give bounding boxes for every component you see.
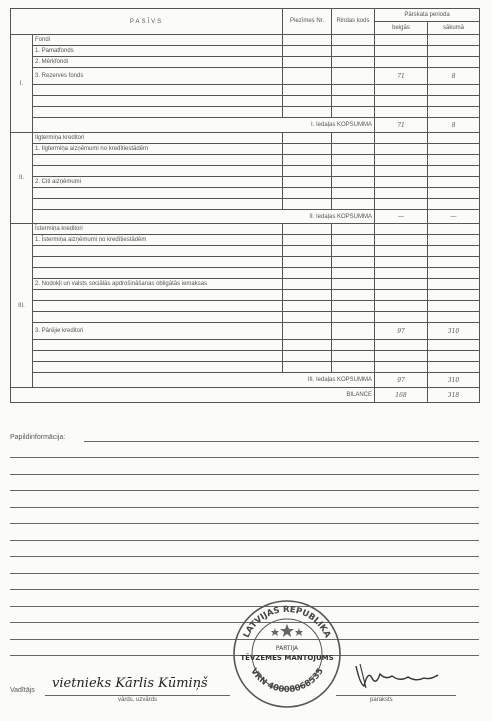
row-label: 2. Citi aizņēmumi (33, 177, 283, 188)
section-2-subtotal-row (11, 210, 480, 224)
table-row (11, 68, 480, 85)
table-row (11, 351, 480, 362)
table-row (11, 312, 480, 323)
table-row (11, 301, 480, 312)
notes-line (10, 589, 479, 590)
notes-line (84, 441, 479, 442)
notes-line (10, 523, 479, 524)
row-label: 3. Pārējie kreditori (33, 323, 283, 340)
section-2-subtotal-end: — (375, 210, 428, 224)
section-1-subtotal-row (11, 118, 480, 133)
table-row (11, 96, 480, 107)
notes-line (10, 573, 479, 574)
section-3-title: Īstermiņa kreditori (33, 224, 283, 235)
svg-text:LATVIJAS REPUBLIKA (242, 605, 333, 640)
stamp-bottom-text: VRN 40008068535 (248, 666, 326, 696)
table-row (11, 290, 480, 301)
notes-line (10, 540, 479, 541)
period-start-header: sākumā (428, 22, 480, 35)
party-stamp (231, 598, 343, 710)
stamp-name-text: TĒVZEMES MANTOJUMS (240, 654, 334, 662)
table-row (11, 340, 480, 351)
table-row (11, 46, 480, 57)
row-label: 1. Īstermiņa aizņēmumi no kredītiestādēm (33, 235, 283, 246)
balance-end: 168 (375, 388, 428, 403)
reserve-fund-start-value: 8 (428, 68, 480, 85)
section-1-title: Fondi (33, 35, 283, 46)
head-handwritten-name: vietnieks Kārlis Kūmiņš (52, 676, 208, 691)
section-2-subtotal-label: II. Iedaļas KOPSUMMA (33, 210, 375, 224)
section-2-subtotal-start: — (428, 210, 480, 224)
pasivs-table (10, 8, 480, 403)
balance-start: 318 (428, 388, 480, 403)
table-row (11, 323, 480, 340)
stamp-emblem-icon (271, 624, 303, 637)
row-label: 1. Ilgtermiņa aizņēmumi no kredītiestādēm (33, 144, 283, 155)
table-row (11, 155, 480, 166)
notes-line (10, 457, 479, 458)
name-caption: vārds, uzvārds (118, 697, 158, 703)
table-row (11, 279, 480, 290)
section-2-title-row (11, 133, 480, 144)
row-code-column-header: Rindas kods (332, 9, 375, 35)
handwritten-signature (352, 660, 442, 692)
other-creditors-end-value: 97 (375, 323, 428, 340)
section-3-roman: III. (11, 224, 33, 388)
section-3-subtotal-row (11, 373, 480, 388)
section-1-subtotal-start: 8 (428, 118, 480, 133)
name-signature-line (45, 695, 230, 696)
period-header: Pārskata perioda (375, 9, 480, 22)
notes-line (10, 490, 479, 491)
row-label: 3. Rezerves fonds (33, 68, 283, 85)
balance-label: BILANCE (11, 388, 375, 403)
sign-signature-line (336, 695, 456, 696)
table-row (11, 177, 480, 188)
reserve-fund-end-value: 71 (375, 68, 428, 85)
table-row (11, 268, 480, 279)
notes-column-header: Piezīmes Nr. (283, 9, 332, 35)
row-label: 2. Nodokļi un valsts sociālās apdrošināšanas obligātās iemaksas (33, 279, 283, 290)
stamp-top-text: LATVIJAS REPUBLIKA (241, 604, 333, 640)
table-row (11, 166, 480, 177)
table-row (11, 85, 480, 96)
section-1-title-row (11, 35, 480, 46)
section-1-subtotal-label: I. Iedaļas KOPSUMMA (33, 118, 375, 133)
stamp-middle-text: PARTIJA (275, 645, 299, 652)
header-row (11, 9, 480, 22)
sign-caption: paraksts (370, 697, 393, 703)
table-row (11, 199, 480, 210)
svg-text:VRN 40008068535 (248, 667, 326, 695)
notes-label: Papildinformācija: (10, 434, 66, 441)
row-label: 2. Mērķfondi (33, 57, 283, 68)
row-label: 1. Pamatfonds (33, 46, 283, 57)
notes-line (10, 556, 479, 557)
table-row (11, 235, 480, 246)
table-row (11, 246, 480, 257)
notes-line (10, 507, 479, 508)
table-row (11, 107, 480, 118)
table-title: PASĪVS (11, 9, 283, 35)
section-2-roman: II. (11, 133, 33, 224)
table-row (11, 362, 480, 373)
notes-line (10, 474, 479, 475)
other-creditors-start-value: 310 (428, 323, 480, 340)
table-row (11, 144, 480, 155)
section-2-title: Ilgtermiņa kreditori (33, 133, 283, 144)
section-3-subtotal-end: 97 (375, 373, 428, 388)
balance-row (11, 388, 480, 403)
section-3-subtotal-label: III. Iedaļas KOPSUMMA (33, 373, 375, 388)
table-row (11, 57, 480, 68)
section-3-subtotal-start: 310 (428, 373, 480, 388)
section-1-subtotal-end: 71 (375, 118, 428, 133)
table-row (11, 257, 480, 268)
section-1-roman: I. (11, 35, 33, 133)
head-label: Vadītājs (10, 687, 35, 694)
period-end-header: beigās (375, 22, 428, 35)
section-3-title-row (11, 224, 480, 235)
table-row (11, 188, 480, 199)
